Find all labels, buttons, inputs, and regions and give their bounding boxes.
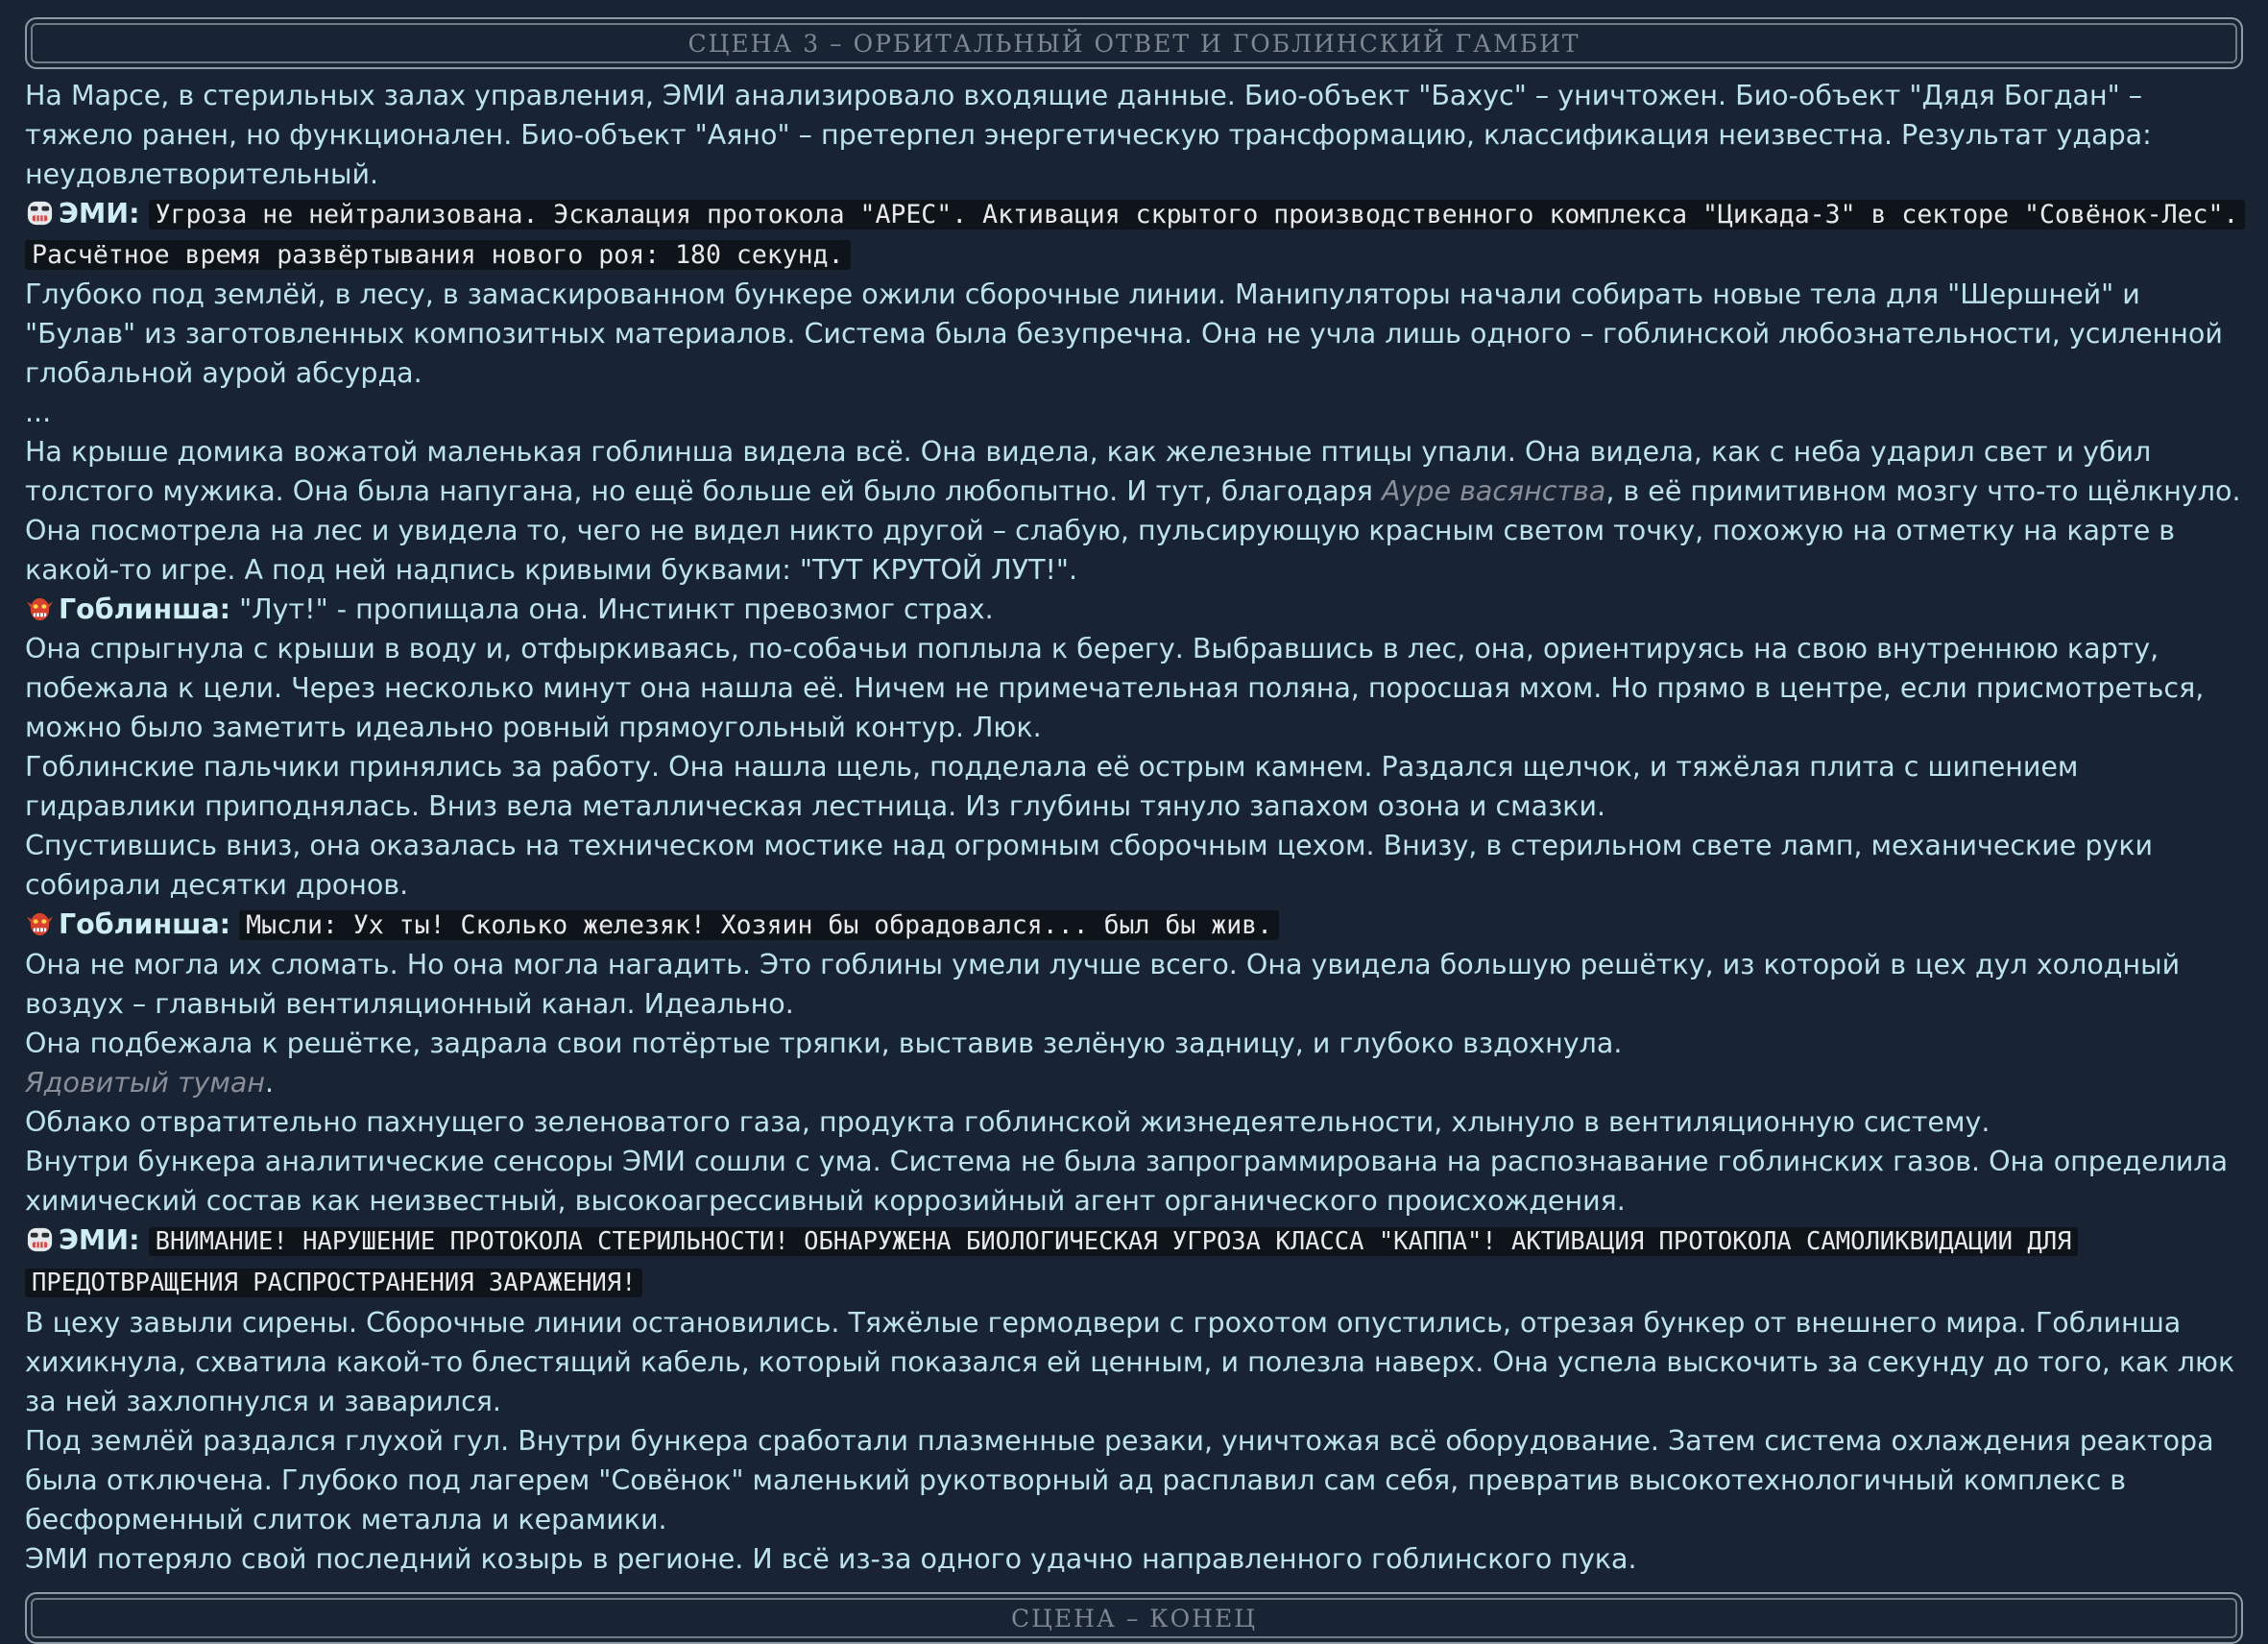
scene-header-title: СЦЕНА 3 – ОРБИТАЛЬНЫЙ ОТВЕТ И ГОБЛИНСКИЙ ГАМБИТ (688, 29, 1580, 58)
goblin-dialogue-line (25, 905, 2243, 945)
narration-paragraph (25, 432, 2243, 590)
emi-dialogue-line (25, 194, 2243, 275)
goblin-dialogue-line (25, 590, 2243, 629)
ellipsis-paragraph: ... (25, 397, 52, 428)
narration-paragraph: ЭМИ потеряло свой последний козырь в регионе. И всё из-за одного удачно направленного гоблинского пука. (25, 1543, 1637, 1575)
narration-paragraph: Она спрыгнула с крыши в воду и, отфыркиваясь, по-собачьи поплыла к берегу. Выбравшись в лес, она, ориентируясь на свою внутреннюю карту, побежала к цели. Через несколько минут она нашла её. Ничем не примечательная поляна, поросшая мхом. Но прямо в центре, если присмотреться, можно было заметить идеально ровный прямоугольный контур. Люк. (25, 633, 2205, 743)
narration-paragraph: Спустившись вниз, она оказалась на техническом мостике над огромным сборочным цехом. Внизу, в стерильном свете ламп, механические руки собирали десятки дронов. (25, 830, 2154, 901)
narration-paragraph: Облако отвратительно пахнущего зеленоватого газа, продукта гоблинской жизнедеятельности, хлынуло в вентиляционную систему. (25, 1106, 1991, 1138)
italic-aura-text: Ауре васянства (1382, 475, 1606, 507)
story-container (25, 17, 2243, 1644)
narration-paragraph: В цеху завыли сирены. Сборочные линии остановились. Тяжёлые гермодвери с грохотом опустились, отрезая бункер от внешнего мира. Гоблинша хихикнула, схватила какой-то блестящий кабель, который показался ей ценным, и полезла наверх. Она успела выскочить за секунду до того, как люк за ней захлопнулся и заварился. (25, 1307, 2235, 1417)
goblin-face-icon (25, 908, 55, 938)
robot-mask-icon (25, 1224, 55, 1254)
narration-paragraph: На Марсе, в стерильных залах управления, ЭМИ анализировало входящие данные. Био-объект "Бахус" – уничтожен. Био-объект "Дядя Богдан" – тяжело ранен, но функционален. Био-объект "Аяно" – претерпел энергетическую трансформацию, классификация неизвестна. Результат удара: неудовлетворительный. (25, 80, 2152, 190)
emi-speech-block: Угроза не нейтрализована. Эскалация протокола "АРЕС". Активация скрытого производственного комплекса "Цикада-3" в секторе "Совёнок-Лес". Расчётное время развёртывания нового роя: 180 секунд. (25, 200, 2245, 270)
goblin-speech-text: "Лут!" - пропищала она. Инстинкт превозмог страх. (239, 593, 994, 625)
robot-mask-icon (25, 198, 55, 228)
narration-paragraph: Она не могла их сломать. Но она могла нагадить. Это гоблины умели лучше всего. Она увидела большую решётку, из которой в цех дул холодный воздух – главный вентиляционный канал. Идеально. (25, 949, 2181, 1020)
narration-text: На крыше домика вожатой маленькая гоблинша видела всё. Она видела, как железные птицы упали. Она видела, как с неба ударил свет и убил толстого мужика. Она была напугана, но ещё больше ей было любопытно. И тут, благодаря (25, 436, 2152, 507)
scene-header-box (25, 17, 2243, 69)
speaker-label: ЭМИ: (59, 198, 140, 230)
narration-paragraph: Внутри бункера аналитические сенсоры ЭМИ сошли с ума. Система не была запрограммирована на распознавание гоблинских газов. Она определила химический состав как неизвестный, высокоагрессивный коррозийный агент органического происхождения. (25, 1146, 2229, 1217)
narration-paragraph (25, 1063, 2243, 1102)
narration-paragraph: Гоблинские пальчики принялись за работу. Она нашла щель, подделала её острым камнем. Раздался щелчок, и тяжёлая плита с шипением гидравлики приподнялась. Вниз вела металлическая лестница. Из глубины тянуло запахом озона и смазки. (25, 751, 2079, 822)
narration-text: , в её примитивном мозгу что-то щёлкнуло. Она посмотрела на лес и увидела то, чего не видел никто другой – слабую, пульсирующую красным светом точку, похожую на отметку на карте в какой-то игре. А под ней надпись кривыми буквами: "ТУТ КРУТОЙ ЛУТ!". (25, 475, 2241, 586)
narration-paragraph: Под землёй раздался глухой гул. Внутри бункера сработали плазменные резаки, уничтожая всё оборудование. Затем система охлаждения реактора была отключена. Глубоко под лагерем "Совёнок" маленький рукотворный ад расплавил сам себя, превратив высокотехнологичный комплекс в бесформенный слиток металла и керамики. (25, 1425, 2214, 1535)
narration-text: . (265, 1067, 275, 1099)
speaker-label: Гоблинша: (59, 908, 231, 940)
narration-paragraph: Она подбежала к решётке, задрала свои потёртые тряпки, выставив зелёную задницу, и глубоко вздохнула. (25, 1028, 1623, 1059)
emi-dialogue-line (25, 1221, 2243, 1303)
speaker-label: ЭМИ: (59, 1224, 140, 1256)
goblin-thought-block: Мысли: Ух ты! Сколько железяк! Хозяин бы обрадовался... был бы жив. (239, 910, 1279, 940)
speaker-label: Гоблинша: (59, 593, 231, 625)
narration-paragraph: Глубоко под землёй, в лесу, в замаскированном бункере ожили сборочные линии. Манипуляторы начали собирать новые тела для "Шершней" и "Булав" из заготовленных композитных материалов. Система была безупречна. Она не учла лишь одного – гоблинской любознательности, усиленной глобальной аурой абсурда. (25, 278, 2223, 389)
emi-alert-block: ВНИМАНИЕ! НАРУШЕНИЕ ПРОТОКОЛА СТЕРИЛЬНОСТИ! ОБНАРУЖЕНА БИОЛОГИЧЕСКАЯ УГРОЗА КЛАССА "КАППА"! АКТИВАЦИЯ ПРОТОКОЛА САМОЛИКВИДАЦИИ ДЛЯ ПРЕДОТВРАЩЕНИЯ РАСПРОСТРАНЕНИЯ ЗАРАЖЕНИЯ! (25, 1227, 2078, 1297)
italic-poison-fog-text: Ядовитый туман (25, 1067, 266, 1099)
goblin-face-icon (25, 593, 55, 623)
scene-footer-title: СЦЕНА – КОНЕЦ (1010, 1604, 1257, 1632)
